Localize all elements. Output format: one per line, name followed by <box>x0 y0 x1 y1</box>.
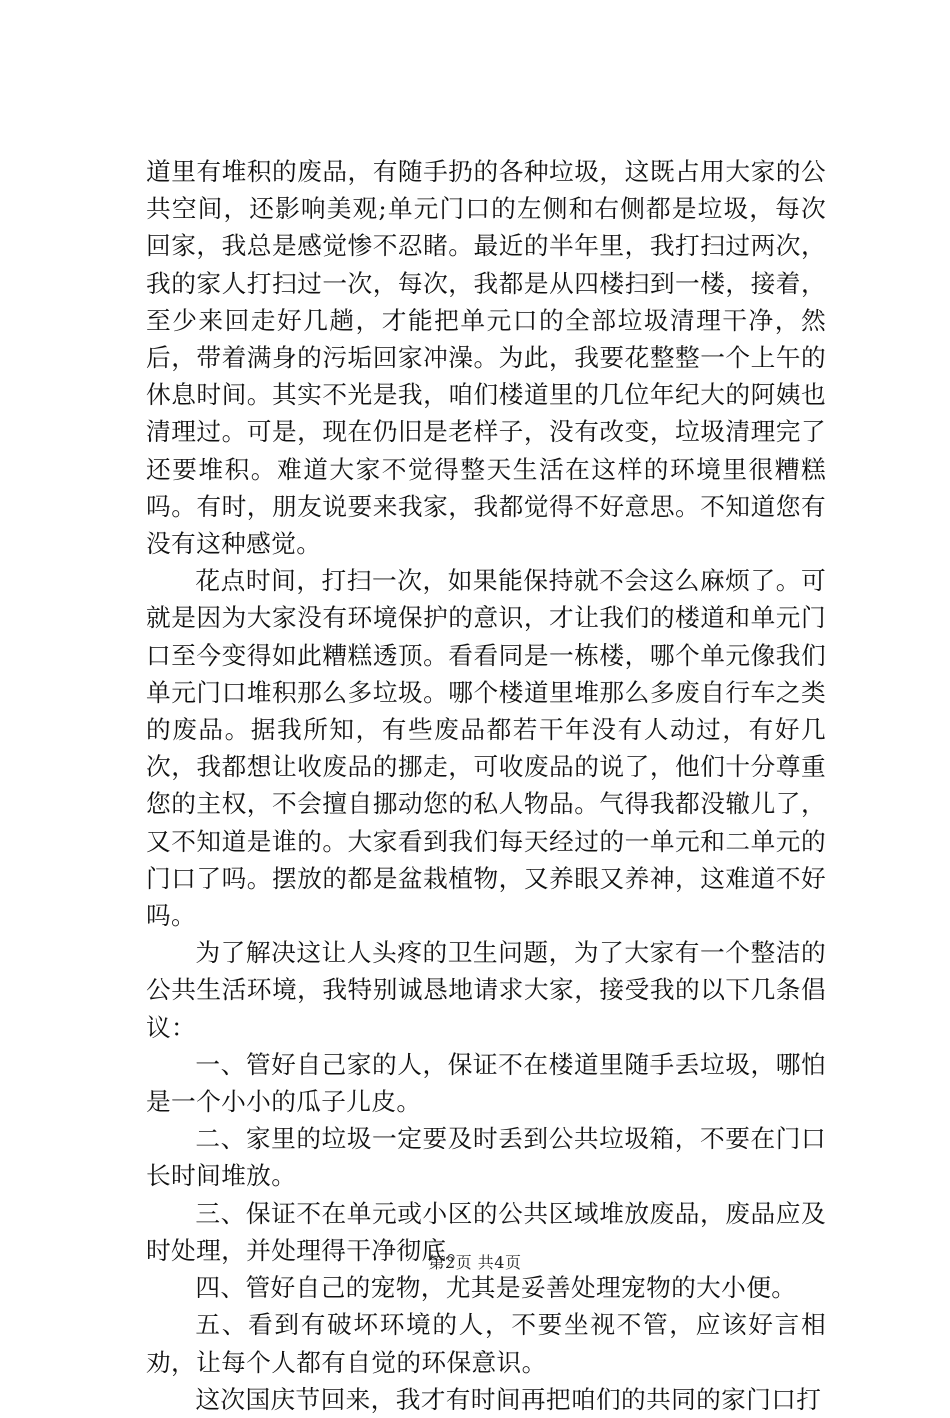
proposal-item-2: 二、家里的垃圾一定要及时丢到公共垃圾箱，不要在门口长时间堆放。 <box>146 1124 826 1191</box>
paragraph: 这次国庆节回来，我才有时间再把咱们的共同的家门口打 <box>195 1384 822 1414</box>
paragraph: 为了解决这让人头疼的卫生问题，为了大家有一个整洁的公共生活环境，我特别诚恳地请求大家，接受我的以下几条倡议： <box>146 938 826 1042</box>
page-footer: 第2页 共4页 <box>428 1253 522 1272</box>
proposal-item-4: 四、管好自己的宠物，尤其是妥善处理宠物的大小便。 <box>195 1273 797 1303</box>
proposal-item-5: 五、看到有破坏环境的人，不要坐视不管，应该好言相劝，让每个人都有自觉的环保意识。 <box>146 1310 826 1377</box>
paragraph-continued: 道里有堆积的废品，有随手扔的各种垃圾，这既占用大家的公共空间，还影响美观;单元门口的左侧和右侧都是垃圾，每次回家，我总是感觉惨不忍睹。最近的半年里，我打扫过两次，我的家人打扫过一次，每次，我都是从四楼扫到一楼，接着，至少来回走好几趟，才能把单元口的全部垃圾清理干净，然后，带着满身的污垢回家冲澡。为此，我要花整整一个上午的休息时间。其实不光是我，咱们楼道里的几位年纪大的阿姨也清理过。可是，现在仍旧是老样子，没有改变，垃圾清理完了还要堆积。难道大家不觉得整天生活在这样的环境里很糟糕吗。有时，朋友说要来我家，我都觉得不好意思。不知道您有没有这种感觉。 <box>146 157 826 559</box>
document-body <box>146 153 826 1418</box>
proposal-item-3: 三、保证不在单元或小区的公共区域堆放废品，废品应及时处理，并处理得干净彻底。 <box>146 1198 826 1265</box>
paragraph: 花点时间，打扫一次，如果能保持就不会这么麻烦了。可就是因为大家没有环境保护的意识，才让我们的楼道和单元门口至今变得如此糟糕透顶。看看同是一栋楼，哪个单元像我们单元门口堆积那么多垃圾。哪个楼道里堆那么多废自行车之类的废品。据我所知，有些废品都若干年没有人动过，有好几次，我都想让收废品的挪走，可收废品的说了，他们十分尊重您的主权，不会擅自挪动您的私人物品。气得我都没辙儿了，又不知道是谁的。大家看到我们每天经过的一单元和二单元的门口了吗。摆放的都是盆栽植物，又养眼又养神，这难道不好吗。 <box>146 566 826 931</box>
proposal-item-1: 一、管好自己家的人，保证不在楼道里随手丢垃圾，哪怕是一个小小的瓜子儿皮。 <box>146 1049 826 1117</box>
